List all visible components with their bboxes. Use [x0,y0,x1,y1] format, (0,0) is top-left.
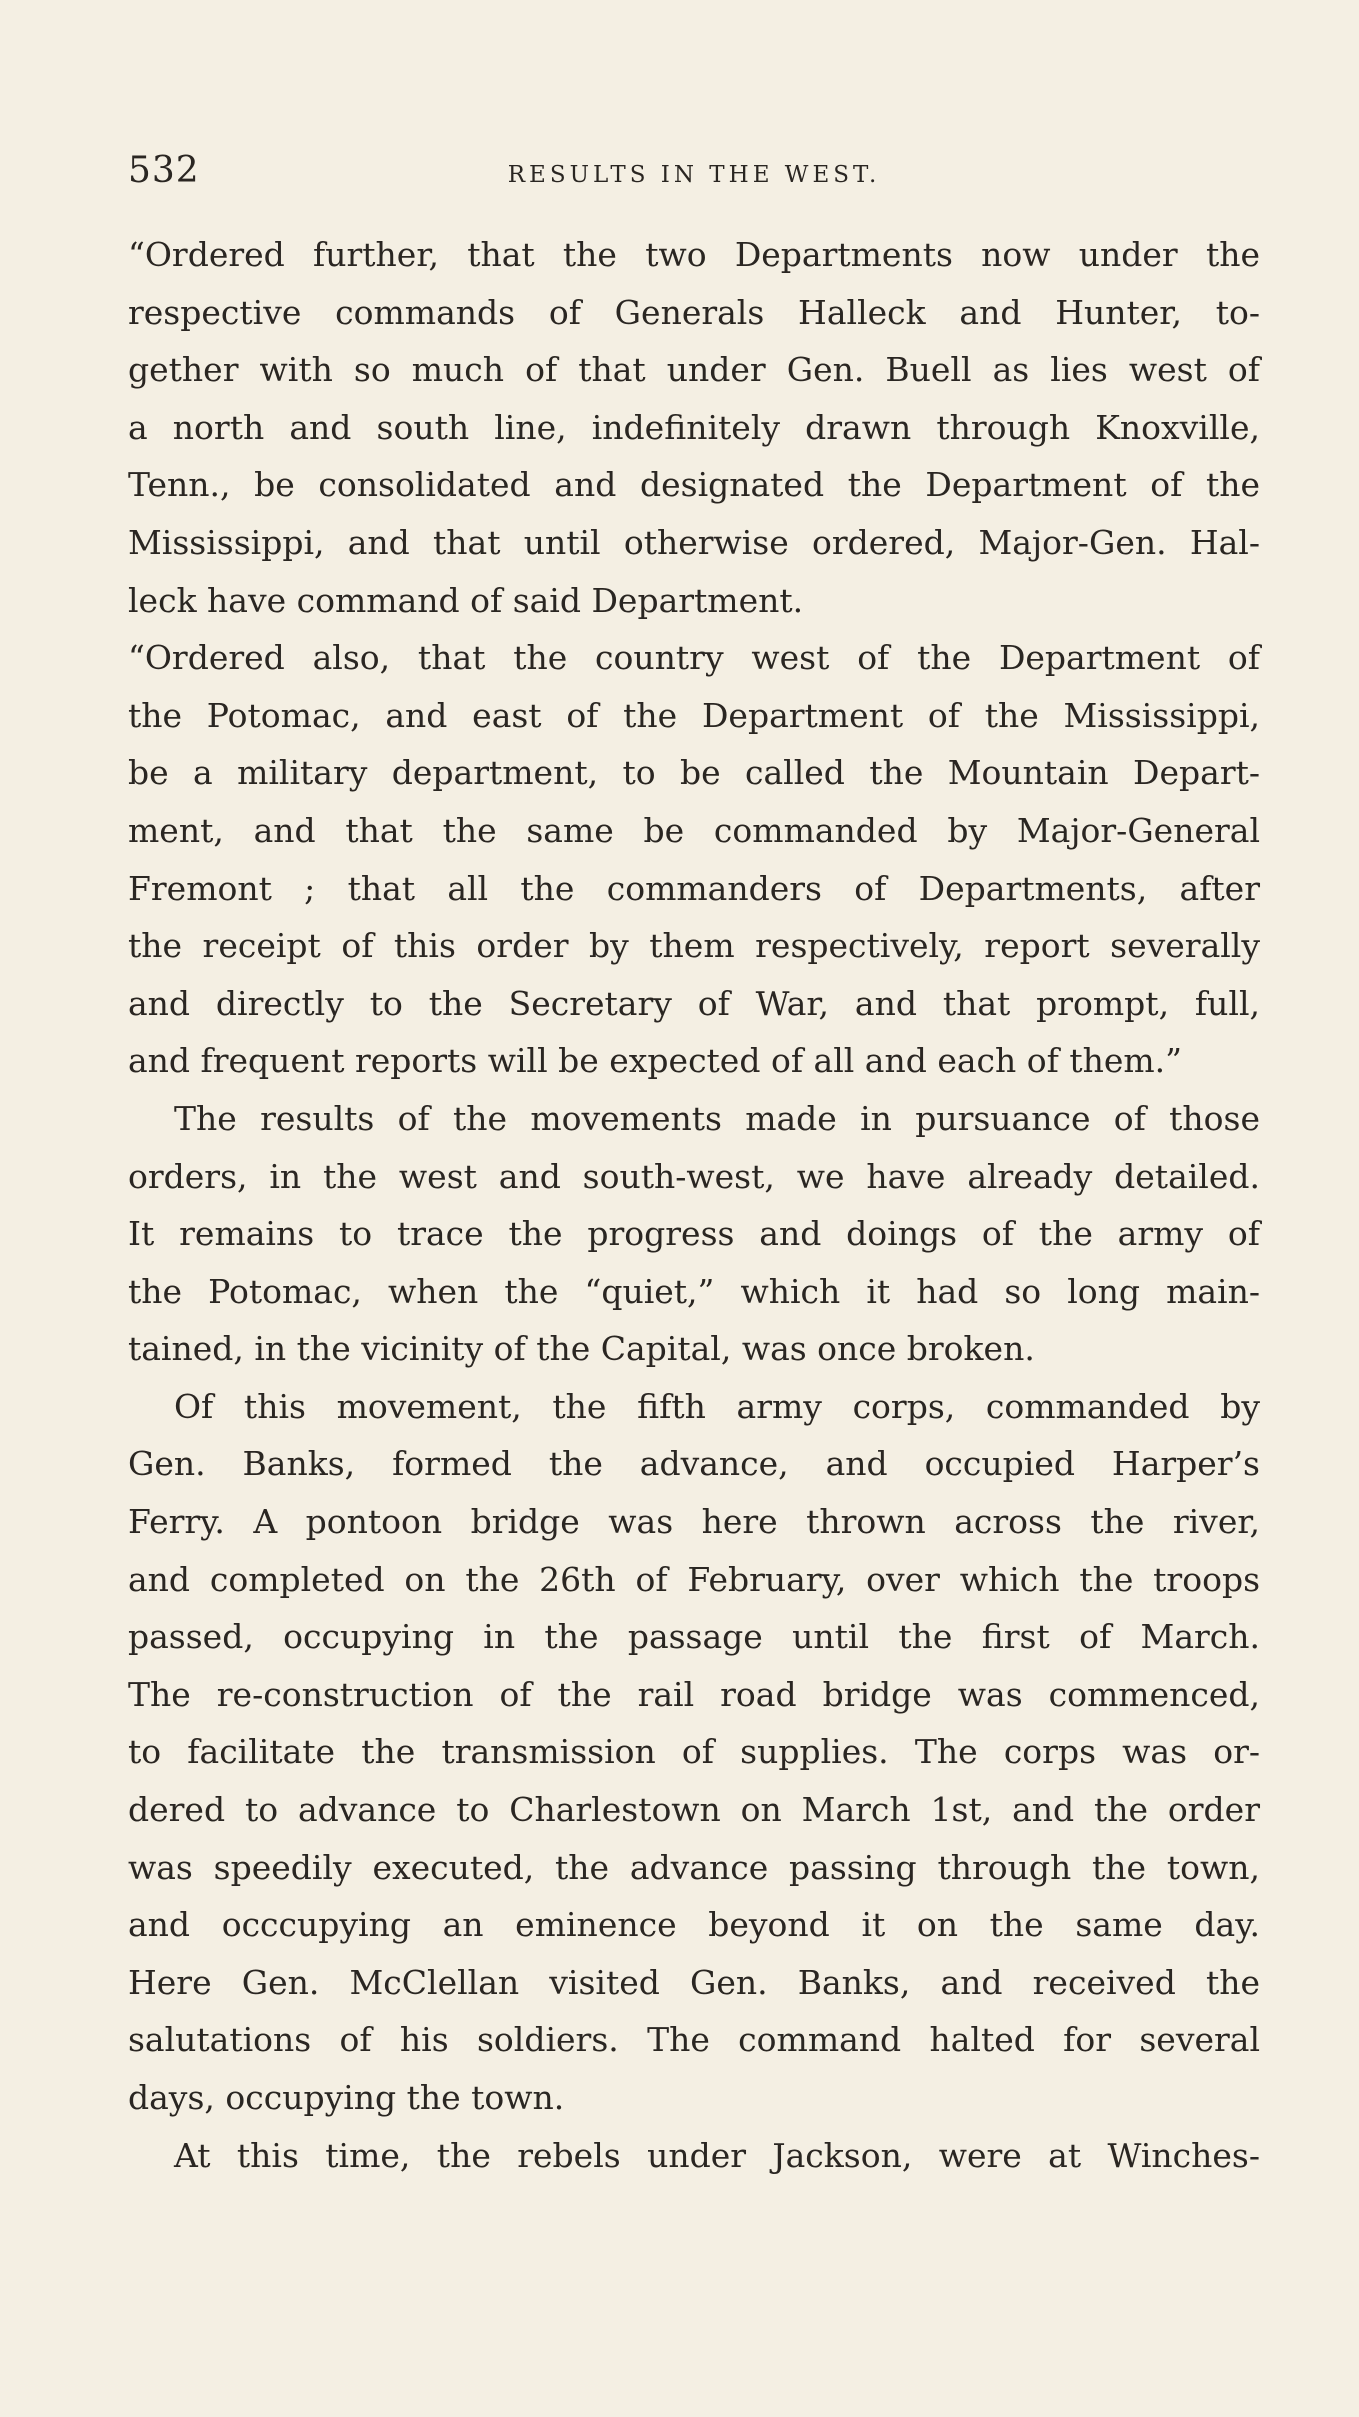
text-line: At this time, the rebels under Jackson, were at Winches- [174,2135,1260,2175]
text-line: Ferry. A pontoon bridge was here thrown across the river, [128,1502,1260,1542]
text-line: Gen. Banks, formed the advance, and occupied Harper’s [128,1444,1260,1484]
text-line: be a military department, to be called the Mountain Depart- [128,753,1260,793]
text-line: and directly to the Secretary of War, and that prompt, full, [128,983,1260,1023]
text-line: days, occupying the town. [128,2078,565,2117]
text-line: The re-construction of the rail road bridge was commenced, [128,1674,1260,1714]
page-number: 532 [128,150,200,191]
text-line: and completed on the 26th of February, over which the troops [128,1559,1260,1599]
text-line: The results of the movements made in pursuance of those [174,1098,1260,1138]
running-head: RESULTS IN THE WEST. [507,162,881,188]
text-line: Fremont ; that all the commanders of Departments, after [128,868,1260,908]
text-line: passed, occupying in the passage until the first of March. [128,1617,1260,1657]
text-line: dered to advance to Charlestown on March 1st, and the order [128,1790,1260,1830]
text-line: “Ordered further, that the two Departments now under the [128,235,1260,274]
text-line: Tenn., be consolidated and designated the Department of the [128,465,1260,505]
text-line: and frequent reports will be expected of all and each of them.” [128,1041,1183,1081]
text-line: the receipt of this order by them respectively, report severally [128,926,1260,966]
text-line: gether with so much of that under Gen. Buell as lies west of [128,350,1260,390]
text-line: salutations of his soldiers. The command halted for several [128,2020,1260,2060]
text-line: Mississippi, and that until otherwise ordered, Major-Gen. Hal- [128,522,1260,562]
text-line: tained, in the vicinity of the Capital, was once broken. [128,1329,1035,1369]
text-line: It remains to trace the progress and doings of the army of [128,1214,1260,1254]
text-line: to facilitate the transmission of supplies. The corps was or- [128,1732,1260,1772]
text-line: the Potomac, when the “quiet,” which it had so long main- [128,1271,1260,1311]
page-header [128,150,1260,200]
text-line: was speedily executed, the advance passing through the town, [128,1847,1260,1887]
text-line: the Potomac, and east of the Department of the Mississippi, [128,695,1260,735]
text-line: and occcupying an eminence beyond it on the same day. [128,1905,1260,1945]
text-line: orders, in the west and south-west, we have already detailed. [128,1156,1260,1196]
text-line: leck have command of said Department. [128,580,804,620]
text-line: ment, and that the same be commanded by Major-General [128,810,1260,850]
text-line: respective commands of Generals Halleck and Hunter, to- [128,292,1260,332]
text-line: Here Gen. McClellan visited Gen. Banks, and received the [128,1962,1260,2002]
body-text [128,226,1260,2184]
text-line: Of this movement, the fifth army corps, commanded by [174,1386,1260,1426]
text-line: “Ordered also, that the country west of the Department of [128,638,1260,678]
text-line: a north and south line, indefinitely drawn through Knoxville, [128,407,1260,447]
